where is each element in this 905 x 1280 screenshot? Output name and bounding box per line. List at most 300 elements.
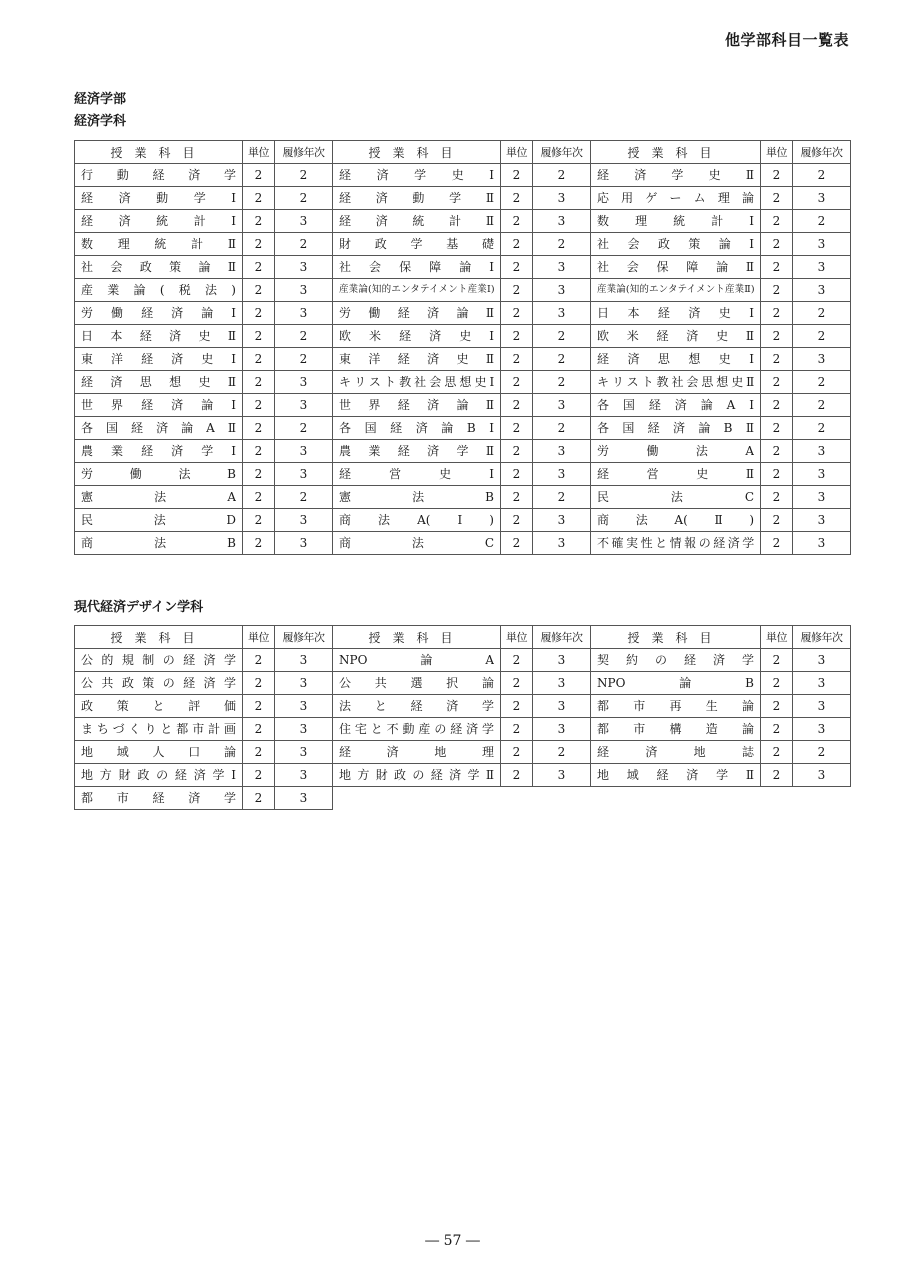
course-name: 経済動学Ⅱ [339,191,494,205]
course-name-cell [591,256,761,279]
course-name: 社会政策論Ⅰ [597,237,754,251]
table-row [75,371,851,394]
course-name: 産業論(税法) [81,283,236,297]
course-name-cell [591,764,761,787]
course-name: 応用ゲーム理論 [597,191,754,205]
course-name: 地域経済学Ⅱ [597,768,754,782]
course-name: 憲法B [339,490,494,504]
course-name-cell [333,509,501,532]
course-name-cell [591,741,761,764]
course-name-cell [333,348,501,371]
course-name: 商法A(Ⅱ) [597,513,754,527]
header-year: 履修年次 [533,626,591,649]
course-name: 経済学史Ⅰ [339,168,494,182]
course-name: 都市再生論 [597,699,754,713]
course-year: 3 [275,741,333,764]
course-name-cell [333,325,501,348]
course-credits: 2 [761,325,793,348]
header-credits: 単位 [243,141,275,164]
course-year: 3 [533,695,591,718]
course-year: 3 [275,672,333,695]
course-name-cell [333,371,501,394]
course-year: 2 [275,486,333,509]
course-credits: 2 [761,233,793,256]
course-name-cell [75,718,243,741]
course-name-cell [591,695,761,718]
course-year: 2 [793,371,851,394]
table-header-row [75,626,851,649]
course-credits: 2 [761,256,793,279]
course-credits: 2 [243,233,275,256]
course-name: 商法B [81,536,236,550]
course-name-cell [75,532,243,555]
course-name: 日本経済史Ⅱ [81,329,236,343]
course-credits: 2 [761,509,793,532]
course-name-cell [333,672,501,695]
course-year: 3 [793,256,851,279]
header-credits: 単位 [761,141,793,164]
course-year: 3 [275,695,333,718]
course-name-cell [333,718,501,741]
course-credits: 2 [243,164,275,187]
course-name-cell [333,486,501,509]
table-row [75,279,851,302]
course-name-cell [591,718,761,741]
course-credits: 2 [243,256,275,279]
table-row [75,256,851,279]
course-credits: 2 [761,164,793,187]
course-year: 2 [275,348,333,371]
course-credits: 2 [761,417,793,440]
department-heading-modern-design: 現代経済デザイン学科 [74,600,204,615]
course-name-cell [75,210,243,233]
course-name: キリスト教社会思想史Ⅱ [597,375,754,389]
course-year: 3 [793,348,851,371]
course-year: 2 [793,394,851,417]
course-credits: 2 [501,164,533,187]
course-year: 2 [275,187,333,210]
course-year: 3 [793,672,851,695]
course-name-cell [591,394,761,417]
course-year: 3 [533,718,591,741]
course-name-cell [333,187,501,210]
course-name-cell [591,371,761,394]
header-credits: 単位 [501,626,533,649]
course-year: 3 [793,532,851,555]
course-credits: 2 [761,532,793,555]
course-name-cell [75,417,243,440]
course-name: 経済統計Ⅰ [81,214,236,228]
course-credits: 2 [243,649,275,672]
course-name: 労働経済論Ⅱ [339,306,494,320]
course-year: 2 [793,417,851,440]
course-name: 民法C [597,490,754,504]
course-year: 2 [793,302,851,325]
course-name-cell [591,532,761,555]
course-year: 3 [533,440,591,463]
course-name-cell [333,233,501,256]
course-name: 不確実性と情報の経済学 [597,536,754,550]
course-name-cell [591,486,761,509]
course-credits: 2 [501,649,533,672]
course-credits: 2 [243,787,275,810]
course-name: 社会政策論Ⅱ [81,260,236,274]
header-credits: 単位 [243,626,275,649]
course-name: 東洋経済史Ⅰ [81,352,236,366]
course-name: 日本経済史Ⅰ [597,306,754,320]
course-name: 世界経済論Ⅱ [339,398,494,412]
page-number: ― 57 ― [425,1233,480,1249]
course-name: 労働法B [81,467,236,481]
course-year: 3 [533,764,591,787]
header-year: 履修年次 [533,141,591,164]
course-year: 3 [533,532,591,555]
course-name-cell [75,463,243,486]
course-year: 2 [533,486,591,509]
course-credits: 2 [243,695,275,718]
table-row [75,348,851,371]
table-row [75,741,851,764]
course-credits: 2 [501,417,533,440]
table-row [75,787,851,810]
course-name: 労働経済論Ⅰ [81,306,236,320]
header-subject: 授業科目 [333,141,501,164]
course-credits: 2 [761,210,793,233]
course-name-cell [75,741,243,764]
course-year: 3 [275,302,333,325]
course-name: 経営史Ⅱ [597,467,754,481]
course-credits: 2 [761,394,793,417]
course-table-modern-design [74,625,851,810]
course-credits: 2 [761,371,793,394]
course-name-cell [75,233,243,256]
course-credits: 2 [501,486,533,509]
course-year: 2 [275,417,333,440]
course-credits: 2 [243,718,275,741]
course-name-cell [75,509,243,532]
header-credits: 単位 [761,626,793,649]
course-year: 3 [275,371,333,394]
course-name: 憲法A [81,490,236,504]
table-row [75,532,851,555]
header-credits: 単位 [501,141,533,164]
header-subject: 授業科目 [591,141,761,164]
table-row [75,394,851,417]
course-name: 経済地誌 [597,745,754,759]
course-name: 農業経済学Ⅰ [81,444,236,458]
course-name-cell [75,256,243,279]
table-row [75,440,851,463]
course-credits: 2 [501,741,533,764]
course-name-cell [75,164,243,187]
course-name: 政策と評価 [81,699,236,713]
course-year: 2 [533,348,591,371]
course-name-cell [333,279,501,302]
course-credits: 2 [501,233,533,256]
course-name-cell [591,279,761,302]
course-credits: 2 [761,279,793,302]
course-name: 経済動学Ⅰ [81,191,236,205]
course-credits: 2 [243,348,275,371]
course-name-cell [591,463,761,486]
course-name: 経済思想史Ⅱ [81,375,236,389]
course-name: 各国経済論BⅠ [339,421,494,435]
course-year: 3 [533,672,591,695]
course-year: 3 [275,532,333,555]
course-name-cell [75,764,243,787]
course-year: 2 [275,233,333,256]
course-name: 公的規制の経済学 [81,653,236,667]
course-credits: 2 [501,394,533,417]
course-year: 3 [533,187,591,210]
course-name: 数理統計Ⅱ [81,237,236,251]
course-name-cell [591,417,761,440]
course-name-cell [333,164,501,187]
course-name-cell [333,256,501,279]
course-name: 労働法A [597,444,754,458]
table-row [75,649,851,672]
course-name-cell [591,348,761,371]
course-credits: 2 [761,695,793,718]
course-year: 3 [793,509,851,532]
course-credits: 2 [761,348,793,371]
header-year: 履修年次 [275,141,333,164]
course-year: 3 [275,256,333,279]
course-year: 2 [275,164,333,187]
course-year: 2 [533,741,591,764]
table-row [75,764,851,787]
header-subject: 授業科目 [75,626,243,649]
course-name: 経済地理 [339,745,494,759]
header-year: 履修年次 [793,626,851,649]
course-year: 3 [793,440,851,463]
course-year: 3 [793,279,851,302]
course-credits: 2 [243,279,275,302]
department-heading-economics: 経済学科 [74,114,127,129]
header-year: 履修年次 [275,626,333,649]
course-credits: 2 [501,695,533,718]
course-name-cell [333,649,501,672]
course-year: 2 [533,417,591,440]
course-name: 商法C [339,536,494,550]
course-name-cell [75,325,243,348]
course-name: 経済統計Ⅱ [339,214,494,228]
course-name-cell [75,187,243,210]
course-year: 3 [793,695,851,718]
course-name: 産業論(知的エンタテイメント産業Ⅱ) [597,284,754,295]
course-name: 商法A(Ⅰ) [339,513,494,527]
table-row [75,325,851,348]
course-year: 3 [275,463,333,486]
course-year: 3 [533,394,591,417]
course-credits: 2 [501,718,533,741]
table-row [75,233,851,256]
course-name: NPO論B [597,676,754,690]
course-year: 2 [275,325,333,348]
table-row [75,417,851,440]
course-credits: 2 [501,672,533,695]
course-name-cell [591,672,761,695]
course-year: 3 [533,302,591,325]
course-name-cell [75,787,243,810]
faculty-heading: 経済学部 [74,92,127,107]
course-year: 3 [275,787,333,810]
course-credits: 2 [761,187,793,210]
course-name-cell [591,302,761,325]
course-name-cell [75,371,243,394]
course-credits: 2 [243,532,275,555]
course-credits: 2 [501,764,533,787]
course-credits: 2 [243,371,275,394]
course-year: 2 [533,371,591,394]
course-year: 2 [793,741,851,764]
course-name-cell [591,233,761,256]
course-credits: 2 [243,463,275,486]
page-title: 他学部科目一覧表 [724,31,849,49]
course-year: 3 [793,649,851,672]
course-credits: 2 [243,440,275,463]
course-name: 経営史Ⅰ [339,467,494,481]
course-year: 3 [793,486,851,509]
course-year: 3 [275,649,333,672]
course-name: まちづくりと都市計画 [81,722,236,736]
course-credits: 2 [761,718,793,741]
course-credits: 2 [243,302,275,325]
course-name: 法と経済学 [339,699,494,713]
course-credits: 2 [761,741,793,764]
course-name: 数理統計Ⅰ [597,214,754,228]
course-name: NPO論A [339,653,494,667]
course-year: 3 [275,440,333,463]
course-credits: 2 [243,486,275,509]
course-year: 3 [275,509,333,532]
course-year: 3 [793,187,851,210]
course-name: 東洋経済史Ⅱ [339,352,494,366]
course-name-cell [591,210,761,233]
header-subject: 授業科目 [75,141,243,164]
course-name-cell [333,764,501,787]
table-row [75,210,851,233]
course-credits: 2 [501,302,533,325]
course-name: キリスト教社会思想史Ⅰ [339,375,494,389]
course-year: 3 [275,394,333,417]
course-year: 3 [793,718,851,741]
course-name: 公共政策の経済学 [81,676,236,690]
course-name: 産業論(知的エンタテイメント産業Ⅰ) [339,284,494,295]
course-name: 経済思想史Ⅰ [597,352,754,366]
course-year: 3 [533,509,591,532]
course-name-cell [75,486,243,509]
course-name-cell [333,302,501,325]
course-name-cell [75,649,243,672]
course-credits: 2 [243,210,275,233]
header-subject: 授業科目 [333,626,501,649]
course-credits: 2 [243,672,275,695]
course-credits: 2 [501,279,533,302]
course-name-cell [333,741,501,764]
course-name: 地方財政の経済学Ⅰ [81,768,236,782]
course-credits: 2 [501,348,533,371]
course-year: 2 [533,164,591,187]
course-credits: 2 [501,187,533,210]
course-credits: 2 [243,187,275,210]
course-name-cell [75,279,243,302]
course-credits: 2 [501,371,533,394]
course-year: 2 [533,233,591,256]
course-name-cell [75,394,243,417]
course-name: 社会保障論Ⅱ [597,260,754,274]
course-year: 3 [275,718,333,741]
course-year: 3 [275,764,333,787]
course-credits: 2 [501,210,533,233]
course-credits: 2 [243,741,275,764]
course-table-economics [74,140,851,555]
course-credits: 2 [501,509,533,532]
course-credits: 2 [501,532,533,555]
course-credits: 2 [761,672,793,695]
table-row [75,302,851,325]
course-name: 行動経済学 [81,168,236,182]
course-name-cell [333,440,501,463]
course-name: 欧米経済史Ⅰ [339,329,494,343]
course-year: 2 [793,210,851,233]
table-row [75,164,851,187]
course-name: 公共選択論 [339,676,494,690]
course-name-cell [591,649,761,672]
course-credits: 2 [243,394,275,417]
course-credits: 2 [761,649,793,672]
course-name: 都市構造論 [597,722,754,736]
course-name-cell [591,509,761,532]
course-credits: 2 [501,440,533,463]
table-row [75,672,851,695]
course-name: 経済学史Ⅱ [597,168,754,182]
course-credits: 2 [501,325,533,348]
table-row [75,187,851,210]
table-row [75,509,851,532]
course-year: 3 [793,233,851,256]
course-name: 財政学基礎 [339,237,494,251]
course-name-cell [591,164,761,187]
course-name: 住宅と不動産の経済学 [339,722,494,736]
course-name-cell [333,532,501,555]
course-credits: 2 [761,463,793,486]
course-credits: 2 [761,486,793,509]
course-year: 3 [533,279,591,302]
course-name-cell [75,695,243,718]
course-name: 社会保障論Ⅰ [339,260,494,274]
course-name-cell [75,440,243,463]
table-row [75,463,851,486]
table-header-row [75,141,851,164]
course-year: 3 [275,279,333,302]
course-name: 民法D [81,513,236,527]
course-credits: 2 [501,463,533,486]
header-year: 履修年次 [793,141,851,164]
course-credits: 2 [243,325,275,348]
course-name-cell [591,325,761,348]
course-year: 3 [533,210,591,233]
course-credits: 2 [761,764,793,787]
course-name-cell [333,463,501,486]
course-credits: 2 [243,764,275,787]
course-credits: 2 [243,509,275,532]
course-name: 欧米経済史Ⅱ [597,329,754,343]
course-name-cell [333,394,501,417]
course-year: 3 [793,463,851,486]
course-name: 各国経済論AⅡ [81,421,236,435]
course-name-cell [591,440,761,463]
